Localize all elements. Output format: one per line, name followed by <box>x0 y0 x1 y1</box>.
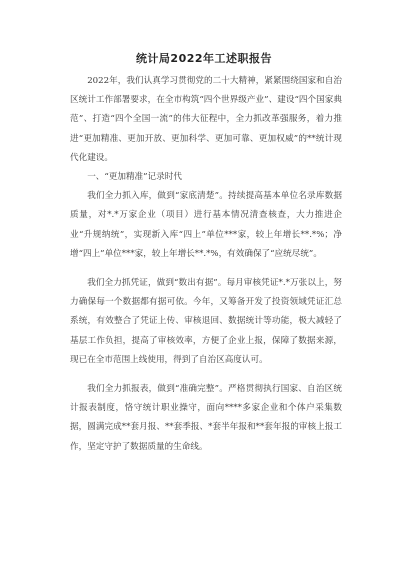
paragraph-vouchers: 我们全力抓凭证，做到“数出有据”。每月审核凭证*.*万张以上，努力确保每一个数据都有据可依。今年，又筹备开发了投资领域凭证汇总系统，有效整合了凭证上传、审核退回、数据统计等功能，极大减轻了基层工作负担，提高了审核效率，方便了企业上报，保障了数据来源，现已在全市范围上线使用，得到了自治区高度认可。 <box>70 278 342 365</box>
paragraph-registration: 我们全力抓入库，做到“家底清楚”。持续提高基本单位名录库数据质量，对*.*万家企业（项目）进行基本情况清查核查，大力推进企业“升规纳统”，实现新入库“四上”单位***家，较上年增长**.*%；净增“四上”单位***家，较上年增长**.*%，有效确保了“应统尽统”。 <box>70 191 342 259</box>
document-title: 统计局2022年工述职报告 <box>135 52 273 65</box>
document-body <box>70 72 342 457</box>
paragraph-reports: 我们全力抓报表，做到“准确完整”。严格贯彻执行国家、自治区统计报表制度，恪守统计职业操守，面向****多家企业和个体户采集数据，圆满完成**套月报、**套季报、*套半年报和**套年报的审核上报工作，坚定守护了数据质量的生命线。 <box>70 384 342 452</box>
paragraph-intro: 2022年，我们认真学习贯彻党的二十大精神，紧紧围绕国家和自治区统计工作部署要求，在全市构筑“四个世界级产业”、建设“四个国家典范”、打造“四个全国一流”的伟大征程中，全力抓改革强服务，着力推进“更加精准、更加开放、更加科学、更加可靠、更加权威”的**统计现代化建设。 <box>70 76 342 163</box>
section-heading: 一、“更加精准”记录时代 <box>87 172 182 183</box>
